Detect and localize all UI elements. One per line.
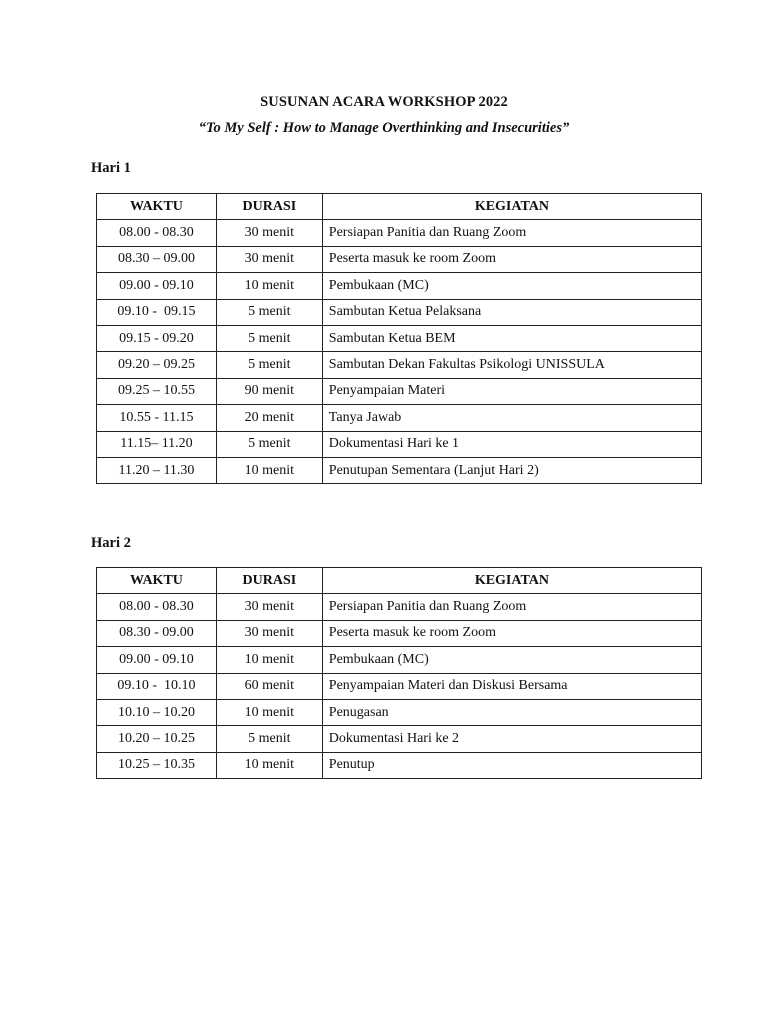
- cell-durasi: 30 menit: [216, 594, 322, 620]
- cell-kegiatan: Dokumentasi Hari ke 2: [322, 726, 701, 752]
- table-row: [97, 352, 702, 378]
- cell-waktu: 08.30 – 09.00: [97, 246, 217, 272]
- cell-durasi: 90 menit: [216, 378, 322, 404]
- cell-waktu: 08.30 - 09.00: [97, 620, 217, 646]
- cell-waktu: 11.15– 11.20: [97, 431, 217, 457]
- cell-kegiatan: Persiapan Panitia dan Ruang Zoom: [322, 594, 701, 620]
- cell-durasi: 5 menit: [216, 726, 322, 752]
- table-row: [97, 246, 702, 272]
- cell-waktu: 09.15 - 09.20: [97, 325, 217, 351]
- table-row: [97, 325, 702, 351]
- cell-durasi: 30 menit: [216, 246, 322, 272]
- cell-kegiatan: Dokumentasi Hari ke 1: [322, 431, 701, 457]
- cell-kegiatan: Penyampaian Materi dan Diskusi Bersama: [322, 673, 701, 699]
- cell-kegiatan: Penugasan: [322, 699, 701, 725]
- day-1-label: Hari 1: [91, 160, 131, 176]
- day-2-schedule-table: [96, 567, 702, 779]
- header-waktu: WAKTU: [97, 194, 217, 220]
- day-2-label: Hari 2: [91, 535, 131, 551]
- cell-kegiatan: Sambutan Ketua Pelaksana: [322, 299, 701, 325]
- header-kegiatan: KEGIATAN: [322, 568, 701, 594]
- table-row: [97, 699, 702, 725]
- cell-durasi: 10 menit: [216, 752, 322, 778]
- cell-waktu: 09.10 - 10.10: [97, 673, 217, 699]
- cell-kegiatan: Penyampaian Materi: [322, 378, 701, 404]
- header-kegiatan: KEGIATAN: [322, 194, 701, 220]
- cell-kegiatan: Peserta masuk ke room Zoom: [322, 246, 701, 272]
- cell-kegiatan: Sambutan Dekan Fakultas Psikologi UNISSULA: [322, 352, 701, 378]
- cell-kegiatan: Pembukaan (MC): [322, 647, 701, 673]
- cell-waktu: 10.25 – 10.35: [97, 752, 217, 778]
- table-row: [97, 299, 702, 325]
- cell-kegiatan: Pembukaan (MC): [322, 273, 701, 299]
- cell-waktu: 11.20 – 11.30: [97, 457, 217, 483]
- table-row: [97, 405, 702, 431]
- cell-waktu: 09.20 – 09.25: [97, 352, 217, 378]
- header-durasi: DURASI: [216, 194, 322, 220]
- table-row: [97, 752, 702, 778]
- cell-kegiatan: Penutupan Sementara (Lanjut Hari 2): [322, 457, 701, 483]
- cell-waktu: 10.10 – 10.20: [97, 699, 217, 725]
- cell-waktu: 09.25 – 10.55: [97, 378, 217, 404]
- cell-durasi: 5 menit: [216, 352, 322, 378]
- cell-durasi: 10 menit: [216, 457, 322, 483]
- table-row: [97, 220, 702, 246]
- table-row: [97, 457, 702, 483]
- cell-kegiatan: Persiapan Panitia dan Ruang Zoom: [322, 220, 701, 246]
- table-header-row: [97, 194, 702, 220]
- cell-durasi: 5 menit: [216, 299, 322, 325]
- day-1-schedule-table: [96, 193, 702, 484]
- cell-durasi: 30 menit: [216, 620, 322, 646]
- table-row: [97, 620, 702, 646]
- table-header-row: [97, 568, 702, 594]
- table-row: [97, 431, 702, 457]
- cell-durasi: 30 menit: [216, 220, 322, 246]
- cell-kegiatan: Tanya Jawab: [322, 405, 701, 431]
- cell-durasi: 10 menit: [216, 699, 322, 725]
- cell-waktu: 10.55 - 11.15: [97, 405, 217, 431]
- cell-waktu: 09.00 - 09.10: [97, 273, 217, 299]
- cell-kegiatan: Penutup: [322, 752, 701, 778]
- table-row: [97, 273, 702, 299]
- cell-durasi: 20 menit: [216, 405, 322, 431]
- document-subtitle: “To My Self : How to Manage Overthinking and Insecurities”: [198, 120, 570, 136]
- cell-waktu: 09.00 - 09.10: [97, 647, 217, 673]
- cell-durasi: 5 menit: [216, 325, 322, 351]
- cell-waktu: 08.00 - 08.30: [97, 220, 217, 246]
- table-row: [97, 647, 702, 673]
- header-waktu: WAKTU: [97, 568, 217, 594]
- document-title: SUSUNAN ACARA WORKSHOP 2022: [260, 94, 508, 110]
- table-row: [97, 378, 702, 404]
- cell-kegiatan: Peserta masuk ke room Zoom: [322, 620, 701, 646]
- cell-kegiatan: Sambutan Ketua BEM: [322, 325, 701, 351]
- cell-waktu: 08.00 - 08.30: [97, 594, 217, 620]
- header-durasi: DURASI: [216, 568, 322, 594]
- cell-durasi: 10 menit: [216, 647, 322, 673]
- table-row: [97, 673, 702, 699]
- cell-durasi: 10 menit: [216, 273, 322, 299]
- cell-durasi: 5 menit: [216, 431, 322, 457]
- cell-durasi: 60 menit: [216, 673, 322, 699]
- table-row: [97, 726, 702, 752]
- table-row: [97, 594, 702, 620]
- cell-waktu: 09.10 - 09.15: [97, 299, 217, 325]
- cell-waktu: 10.20 – 10.25: [97, 726, 217, 752]
